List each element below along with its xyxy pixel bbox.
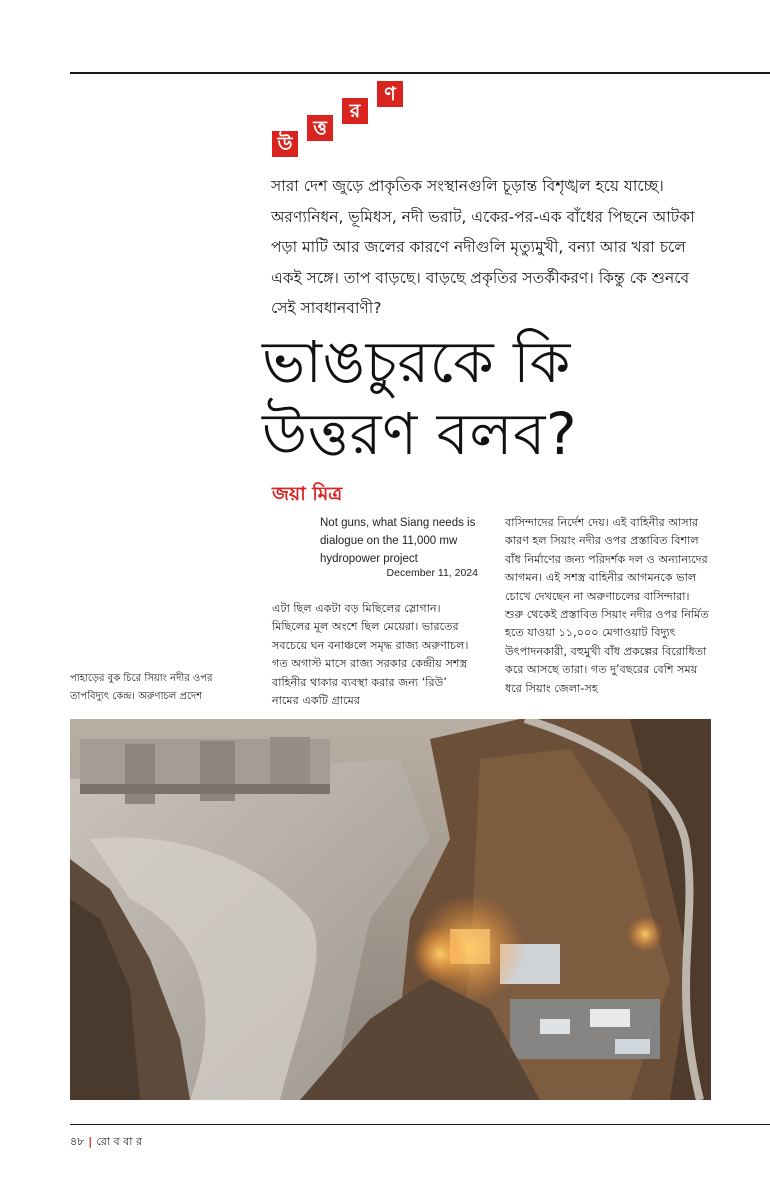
body-column-2: বাসিন্দাদের নির্দেশ দেয়। এই বাহিনীর আসার কারণ হল সিয়াং নদীর ওপর প্রস্তাবিত বিশাল বাঁধ নির্মাণের জন্য পরিদর্শক দল ও অন্যান্যদের আগমন। এই সশস্ত্র বাহিনীর আগমনকে ভাল চোখে দেখছেন না অরুণাচলের বাসিন্দারা। শুরু থেকেই প্রস্তাবিত সিয়াং নদীর ওপর নির্মিত হতে যাওয়া ১১,০০০ মেগাওয়াট বিদ্যুৎ উৎপাদনকারী, বহুমুখী বাঁধ প্রকল্পের বিরোধিতা করে আসছে তারা। গত দু’বছরের বেশি সময় ধরে সিয়াং জেলা-সহ bbox=[505, 516, 709, 695]
page-footer bbox=[70, 1133, 142, 1152]
series-letter-1: উ bbox=[272, 131, 298, 157]
footer-separator: | bbox=[88, 1135, 93, 1148]
magazine-name: রো ব বা র bbox=[96, 1135, 142, 1148]
page-number: ৪৮ bbox=[70, 1135, 85, 1148]
body-column-1: এটা ছিল একটা বড় মিছিলের স্লোগান। মিছিলের মূল অংশে ছিল মেয়েরা। ভারতের সবচেয়ে ঘন বনাঞ্চলে সমৃদ্ধ রাজ্য অরুণাচল। গত অগাস্ট মাসে রাজ্য সরকার কেন্দ্রীয় সশস্ত্র বাহিনীর থাকার ব্যবস্থা করার জন্য ‘রিউ’ নামের একটি গ্রামের bbox=[272, 602, 469, 708]
intro-paragraph: সারা দেশ জুড়ে প্রাকৃতিক সংস্থানগুলি চূড়ান্ত বিশৃঙ্খল হয়ে যাচ্ছে। অরণ্যনিধন, ভূমিধস, নদী ভরাট, একের-পর-এক বাঁধের পিছনে আটকা পড়া মাটি আর জলের কারণে নদীগুলি মৃত্যুমুখী, বন্যা আর খরা চলে একই সঙ্গে। তাপ বাড়ছে। বাড়ছে প্রকৃতির সতর্কীকরণ। কিন্তু কে শুনবে সেই সাবধানবাণী? bbox=[271, 177, 695, 317]
author-byline: জয়া মিত্র bbox=[272, 483, 343, 505]
page-title: ভাঙচুরকে কি উত্তরণ বলব? bbox=[262, 328, 578, 468]
photo-caption: পাহাড়ের বুক চিরে সিয়াং নদীর ওপর তাপবিদ্যুৎ কেন্দ্র। অরুণাচল প্রদেশ bbox=[70, 673, 213, 702]
bottom-rule bbox=[70, 1124, 770, 1125]
top-rule bbox=[70, 72, 770, 74]
pull-quote-date: December 11, 2024 bbox=[386, 567, 478, 579]
pull-quote: Not guns, what Siang needs is dialogue on the 11,000 mw hydropower project bbox=[320, 517, 476, 565]
series-letter-4: ণ bbox=[377, 81, 403, 107]
dam-photo bbox=[70, 719, 711, 1100]
series-letter-3: র bbox=[342, 98, 368, 124]
dam-photo-illustration bbox=[70, 719, 711, 1100]
series-letter-2: ত্ত bbox=[307, 115, 333, 141]
